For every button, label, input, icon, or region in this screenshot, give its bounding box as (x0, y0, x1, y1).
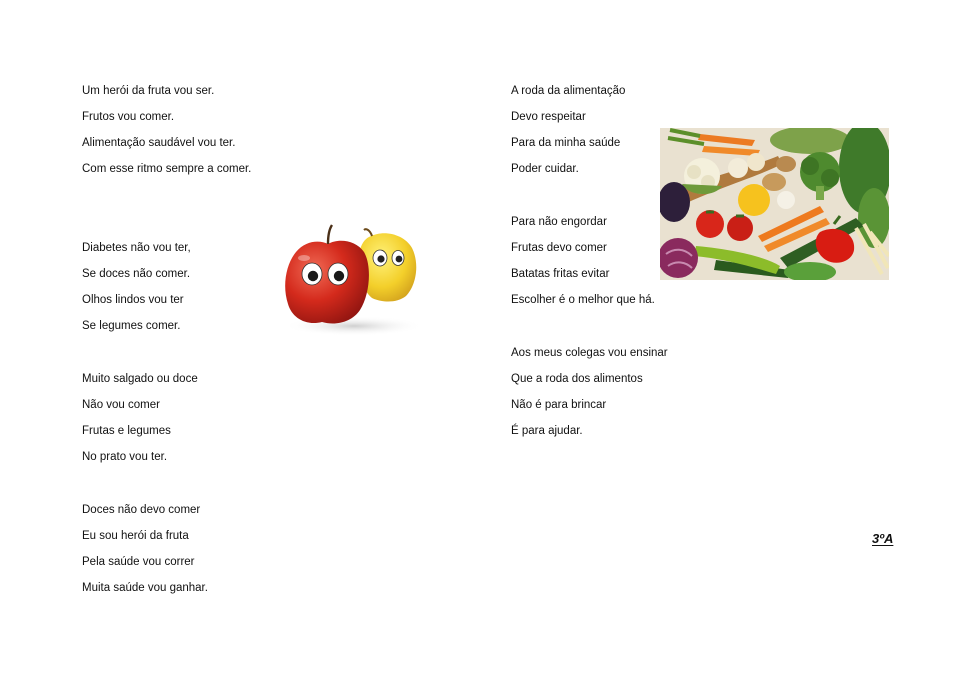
poem-line: Doces não devo comer (82, 504, 201, 516)
garlic (777, 191, 795, 209)
class-signature: 3ºA (872, 531, 894, 546)
poem-line: Frutas devo comer (511, 242, 607, 254)
poem-line: Poder cuidar. (511, 163, 579, 175)
potato (762, 173, 786, 191)
poem-line: Devo respeitar (511, 111, 586, 123)
poem-line: Um herói da fruta vou ser. (82, 85, 215, 97)
onion (728, 158, 748, 178)
red-apple (285, 225, 369, 324)
poem-line: A roda da alimentação (511, 85, 626, 97)
poem-line: É para ajudar. (511, 425, 583, 437)
poem-line: Não é para brincar (511, 399, 607, 411)
poem-line: Frutas e legumes (82, 425, 171, 437)
poem-line: Escolher é o melhor que há. (511, 294, 655, 306)
poem-line: Para da minha saúde (511, 137, 621, 149)
poem-line: Não vou comer (82, 399, 160, 411)
poem-line: Se doces não comer. (82, 268, 191, 280)
poem-line: No prato vou ter. (82, 451, 168, 463)
poem-line: Pela saúde vou correr (82, 556, 195, 568)
poem-line: Que a roda dos alimentos (511, 373, 643, 385)
yellow-pepper (738, 184, 770, 216)
poem-line: Alimentação saudável vou ter. (82, 137, 236, 149)
poem-line: Para não engordar (511, 216, 607, 228)
poem-line: Aos meus colegas vou ensinar (511, 347, 668, 359)
poem-line: Olhos lindos vou ter (82, 294, 184, 306)
poem-line: Eu sou herói da fruta (82, 530, 189, 542)
poem-line: Muito salgado ou doce (82, 373, 198, 385)
poem-line: Frutos vou comer. (82, 111, 175, 123)
apples-with-googly-eyes-image (276, 222, 426, 338)
vegetables-basket-image (660, 128, 889, 280)
poem-line: Diabetes não vou ter, (82, 242, 191, 254)
poem-line: Com esse ritmo sempre a comer. (82, 163, 252, 175)
poem-line: Batatas fritas evitar (511, 268, 610, 280)
poem-line: Se legumes comer. (82, 320, 181, 332)
poem-line: Muita saúde vou ganhar. (82, 582, 208, 594)
